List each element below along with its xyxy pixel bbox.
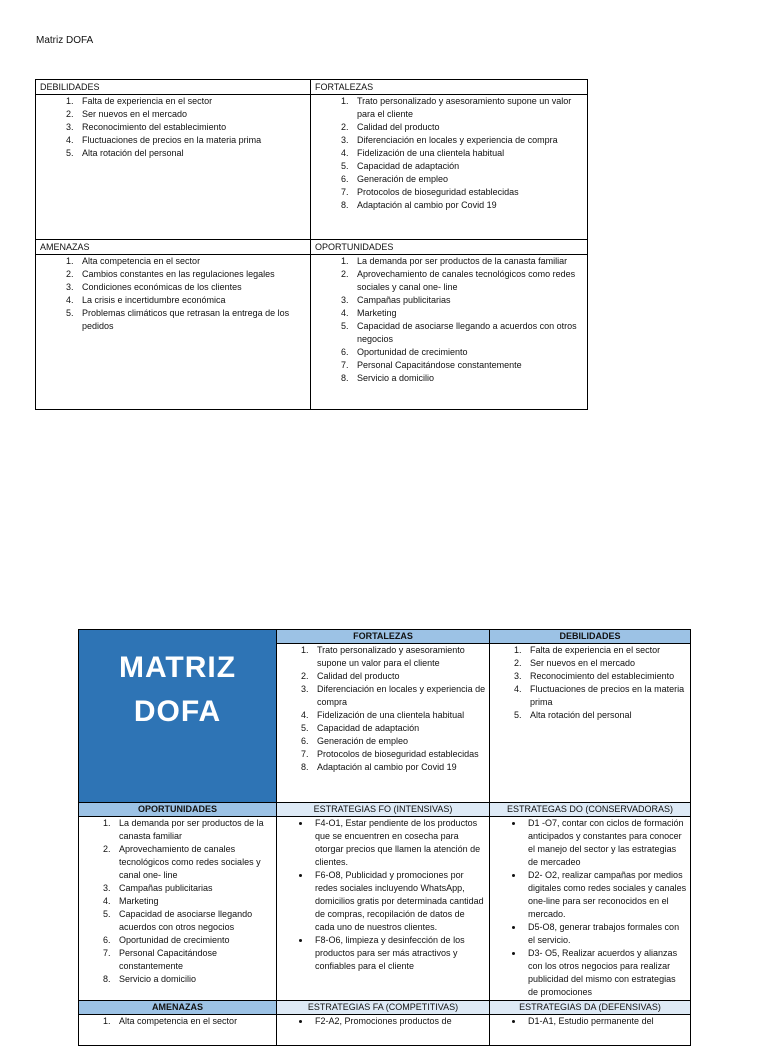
fa-strategies-list — [277, 1015, 489, 1028]
amenazas-row-heading: AMENAZAS — [79, 1001, 277, 1015]
list-item: • D1-A1, Estudio permanente del — [524, 1015, 687, 1028]
list-item: • D5-O8, generar trabajos formales con el servicio. — [524, 921, 687, 947]
list-item: 4. Fluctuaciones de precios en la materia prima — [76, 134, 306, 147]
debilidades-heading: DEBILIDADES — [36, 80, 311, 95]
list-item: 3. Condiciones económicas de los clientes — [76, 281, 306, 294]
list-item: 1. Falta de experiencia en el sector — [524, 644, 687, 657]
list-item: 3. Campañas publicitarias — [351, 294, 583, 307]
dofa-table-simple — [35, 79, 588, 410]
list-item: 8. Adaptación al cambio por Covid 19 — [311, 761, 486, 774]
list-item: 3. Diferenciación en locales y experiencia de compra — [311, 683, 486, 709]
list-item: 5. Capacidad de asociarse llegando a acuerdos con otros negocios — [351, 320, 583, 346]
list-item: 8. Adaptación al cambio por Covid 19 — [351, 199, 583, 212]
list-item: • D1 -O7, contar con ciclos de formación anticipados y constantes para conocer el manejo del sector y las estrategias de mercadeo — [524, 817, 687, 869]
oportunidades-cell — [311, 255, 588, 410]
list-item: • D2- O2, realizar campañas por medios digitales como redes sociales y canales one-line para ser reconocidos en el mercado. — [524, 869, 687, 921]
list-item: 1. La demanda por ser productos de la canasta familiar — [351, 255, 583, 268]
fa-strategies-heading: ESTRATEGIAS FA (COMPETITIVAS) — [277, 1001, 490, 1015]
matrix-debilidades-cell — [490, 644, 691, 803]
list-item: • F2-A2, Promociones productos de — [311, 1015, 486, 1028]
amenazas-cell — [36, 255, 311, 410]
list-item: 6. Generación de empleo — [311, 735, 486, 748]
do-strategies-list — [490, 817, 690, 999]
dofa-strategy-matrix — [78, 629, 691, 1046]
list-item: 5. Capacidad de adaptación — [311, 722, 486, 735]
list-item: 8. Servicio a domicilio — [351, 372, 583, 385]
matrix-title-line2: DOFA — [133, 695, 222, 728]
list-item: 2. Ser nuevos en el mercado — [524, 657, 687, 670]
matrix-title — [79, 630, 276, 734]
list-item: 4. Marketing — [351, 307, 583, 320]
list-item: 4. Marketing — [113, 895, 273, 908]
list-item: 6. Oportunidad de crecimiento — [113, 934, 273, 947]
list-item: 4. La crisis e incertidumbre económica — [76, 294, 306, 307]
list-item: 2. Cambios constantes en las regulaciones legales — [76, 268, 306, 281]
fa-strategies-cell — [277, 1015, 490, 1046]
fo-strategies-heading: ESTRATEGIAS FO (INTENSIVAS) — [277, 803, 490, 817]
list-item: 1. Falta de experiencia en el sector — [76, 95, 306, 108]
debilidades-cell — [36, 95, 311, 240]
list-item: • F4-O1, Estar pendiente de los productos que se encuentren en cosecha para otorgar precios que llamen la atención de clientes. — [311, 817, 486, 869]
list-item: 7. Personal Capacitándose constantemente — [351, 359, 583, 372]
list-item: 2. Calidad del producto — [351, 121, 583, 134]
list-item: 6. Oportunidad de crecimiento — [351, 346, 583, 359]
matrix-amenazas-list — [79, 1015, 276, 1028]
debilidades-list — [36, 95, 310, 160]
list-item: 5. Capacidad de adaptación — [351, 160, 583, 173]
list-item: 4. Fidelización de una clientela habitual — [311, 709, 486, 722]
list-item: 5. Capacidad de asociarse llegando acuerdos con otros negocios — [113, 908, 273, 934]
list-item: 5. Problemas climáticos que retrasan la entrega de los pedidos — [76, 307, 306, 333]
oportunidades-list — [311, 255, 587, 385]
oportunidades-heading: OPORTUNIDADES — [311, 240, 588, 255]
list-item: 1. La demanda por ser productos de la canasta familiar — [113, 817, 273, 843]
fortalezas-column-heading: FORTALEZAS — [277, 630, 490, 644]
da-strategies-heading: ESTRATEGIAS DA (DEFENSIVAS) — [490, 1001, 691, 1015]
fortalezas-cell — [311, 95, 588, 240]
list-item: • F8-O6, limpieza y desinfección de los productos para ser más atractivos y confiables para el cliente — [311, 934, 486, 973]
amenazas-heading: AMENAZAS — [36, 240, 311, 255]
matrix-fortalezas-cell — [277, 644, 490, 803]
list-item: 1. Alta competencia en el sector — [113, 1015, 273, 1028]
debilidades-column-heading: DEBILIDADES — [490, 630, 691, 644]
fo-strategies-list — [277, 817, 489, 973]
oportunidades-row-heading: OPORTUNIDADES — [79, 803, 277, 817]
list-item: 3. Reconocimiento del establecimiento — [524, 670, 687, 683]
list-item: 1. Alta competencia en el sector — [76, 255, 306, 268]
matrix-debilidades-list — [490, 644, 690, 722]
fortalezas-list — [311, 95, 587, 212]
list-item: 1. Trato personalizado y asesoramiento supone un valor para el cliente — [351, 95, 583, 121]
matrix-oportunidades-list — [79, 817, 276, 986]
list-item: • F6-O8, Publicidad y promociones por redes sociales incluyendo WhatsApp, domicilios gratis por determinada cantidad de compras, recopilación de datos de cada uno de nuestros clientes. — [311, 869, 486, 934]
list-item: 7. Personal Capacitándose constantemente — [113, 947, 273, 973]
list-item: 6. Generación de empleo — [351, 173, 583, 186]
list-item: 7. Protocolos de bioseguridad establecidas — [351, 186, 583, 199]
list-item: 5. Alta rotación del personal — [524, 709, 687, 722]
list-item: 2. Aprovechamiento de canales tecnológicos como redes sociales y canal one- line — [113, 843, 273, 882]
list-item: 3. Reconocimiento del establecimiento — [76, 121, 306, 134]
list-item: 4. Fidelización de una clientela habitual — [351, 147, 583, 160]
list-item: 8. Servicio a domicilio — [113, 973, 273, 986]
matrix-title-line1: MATRIZ — [118, 651, 237, 684]
list-item: 3. Diferenciación en locales y experiencia de compra — [351, 134, 583, 147]
fortalezas-heading: FORTALEZAS — [311, 80, 588, 95]
page-title: Matriz DOFA — [36, 35, 94, 46]
da-strategies-cell — [490, 1015, 691, 1046]
amenazas-list — [36, 255, 310, 333]
fo-strategies-cell — [277, 817, 490, 1001]
list-item: 4. Fluctuaciones de precios en la materia prima — [524, 683, 687, 709]
matrix-title-cell — [79, 630, 277, 803]
list-item: 2. Ser nuevos en el mercado — [76, 108, 306, 121]
list-item: 3. Campañas publicitarias — [113, 882, 273, 895]
matrix-fortalezas-list — [277, 644, 489, 774]
list-item: • D3- O5, Realizar acuerdos y alianzas con los otros negocios para realizar publicidad del mismo con estrategias de promociones — [524, 947, 687, 999]
matrix-oportunidades-cell — [79, 817, 277, 1001]
list-item: 7. Protocolos de bioseguridad establecidas — [311, 748, 486, 761]
matrix-amenazas-cell — [79, 1015, 277, 1046]
list-item: 2. Calidad del producto — [311, 670, 486, 683]
da-strategies-list — [490, 1015, 690, 1028]
list-item: 1. Trato personalizado y asesoramiento supone un valor para el cliente — [311, 644, 486, 670]
list-item: 5. Alta rotación del personal — [76, 147, 306, 160]
do-strategies-cell — [490, 817, 691, 1001]
do-strategies-heading: ESTRATEGAS DO (CONSERVADORAS) — [490, 803, 691, 817]
list-item: 2. Aprovechamiento de canales tecnológicos como redes sociales y canal one- line — [351, 268, 583, 294]
